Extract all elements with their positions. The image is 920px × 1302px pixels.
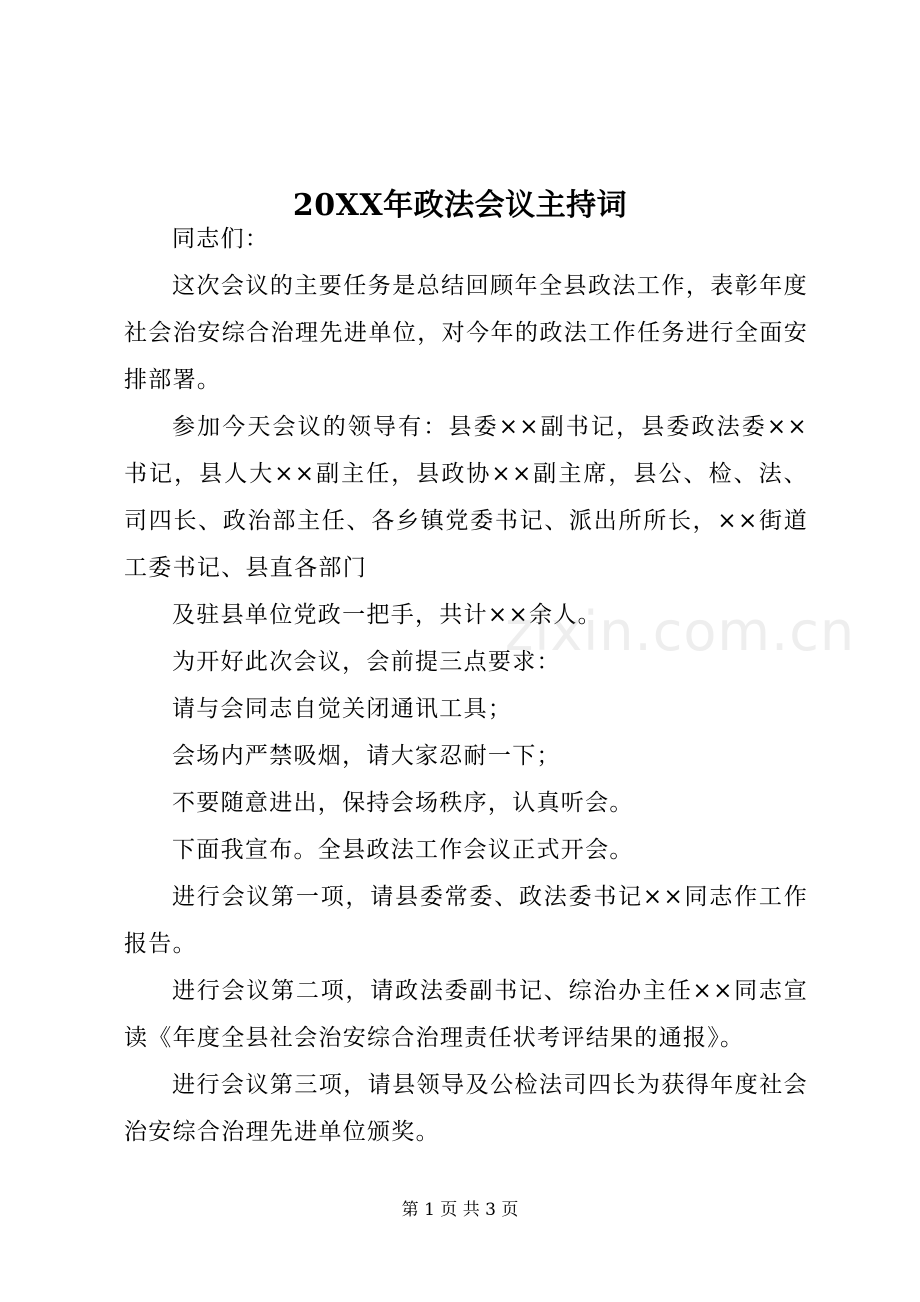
paragraph-greeting: 同志们：: [172, 226, 270, 252]
document-title: 20XX年政法会议主持词: [292, 188, 628, 224]
paragraph-main-task: 这次会议的主要任务是总结回顾年全县政法工作，表彰年度社会治安综合治理先进单位，对今年的政法工作任务进行全面安排部署。: [124, 273, 808, 393]
paragraph-requirement-3: 不要随意进出，保持会场秩序，认真听会。: [172, 790, 634, 816]
paragraph-requirement-1: 请与会同志自觉关闭通讯工具；: [172, 696, 513, 722]
paragraph-attendance-count: 及驻县单位党政一把手，共计××余人。: [172, 602, 602, 628]
document-body: [124, 216, 808, 1156]
paragraph-agenda-item-2: 进行会议第二项，请政法委副书记、综治办主任××同志宣读《年度全县社会治安综合治理责任状考评结果的通报》。: [124, 978, 808, 1051]
paragraph-requirements-intro: 为开好此次会议，会前提三点要求：: [172, 649, 561, 675]
paragraph-requirement-2: 会场内严禁吸烟，请大家忍耐一下；: [172, 743, 561, 769]
watermark: zixin.com.cn: [505, 600, 856, 663]
paragraph-agenda-item-1: 进行会议第一项，请县委常委、政法委书记××同志作工作报告。: [124, 884, 808, 957]
paragraph-opening: 下面我宣布。全县政法工作会议正式开会。: [172, 837, 634, 863]
page-footer: 第 1 页 共 3 页: [401, 1200, 519, 1220]
paragraph-agenda-item-3: 进行会议第三项，请县领导及公检法司四长为获得年度社会治安综合治理先进单位颁奖。: [124, 1072, 808, 1145]
paragraph-attending-leaders: 参加今天会议的领导有：县委××副书记，县委政法委××书记，县人大××副主任，县政协××副主席，县公、检、法、司四长、政治部主任、各乡镇党委书记、派出所所长，××街道工委书记、县直各部门: [124, 414, 808, 581]
